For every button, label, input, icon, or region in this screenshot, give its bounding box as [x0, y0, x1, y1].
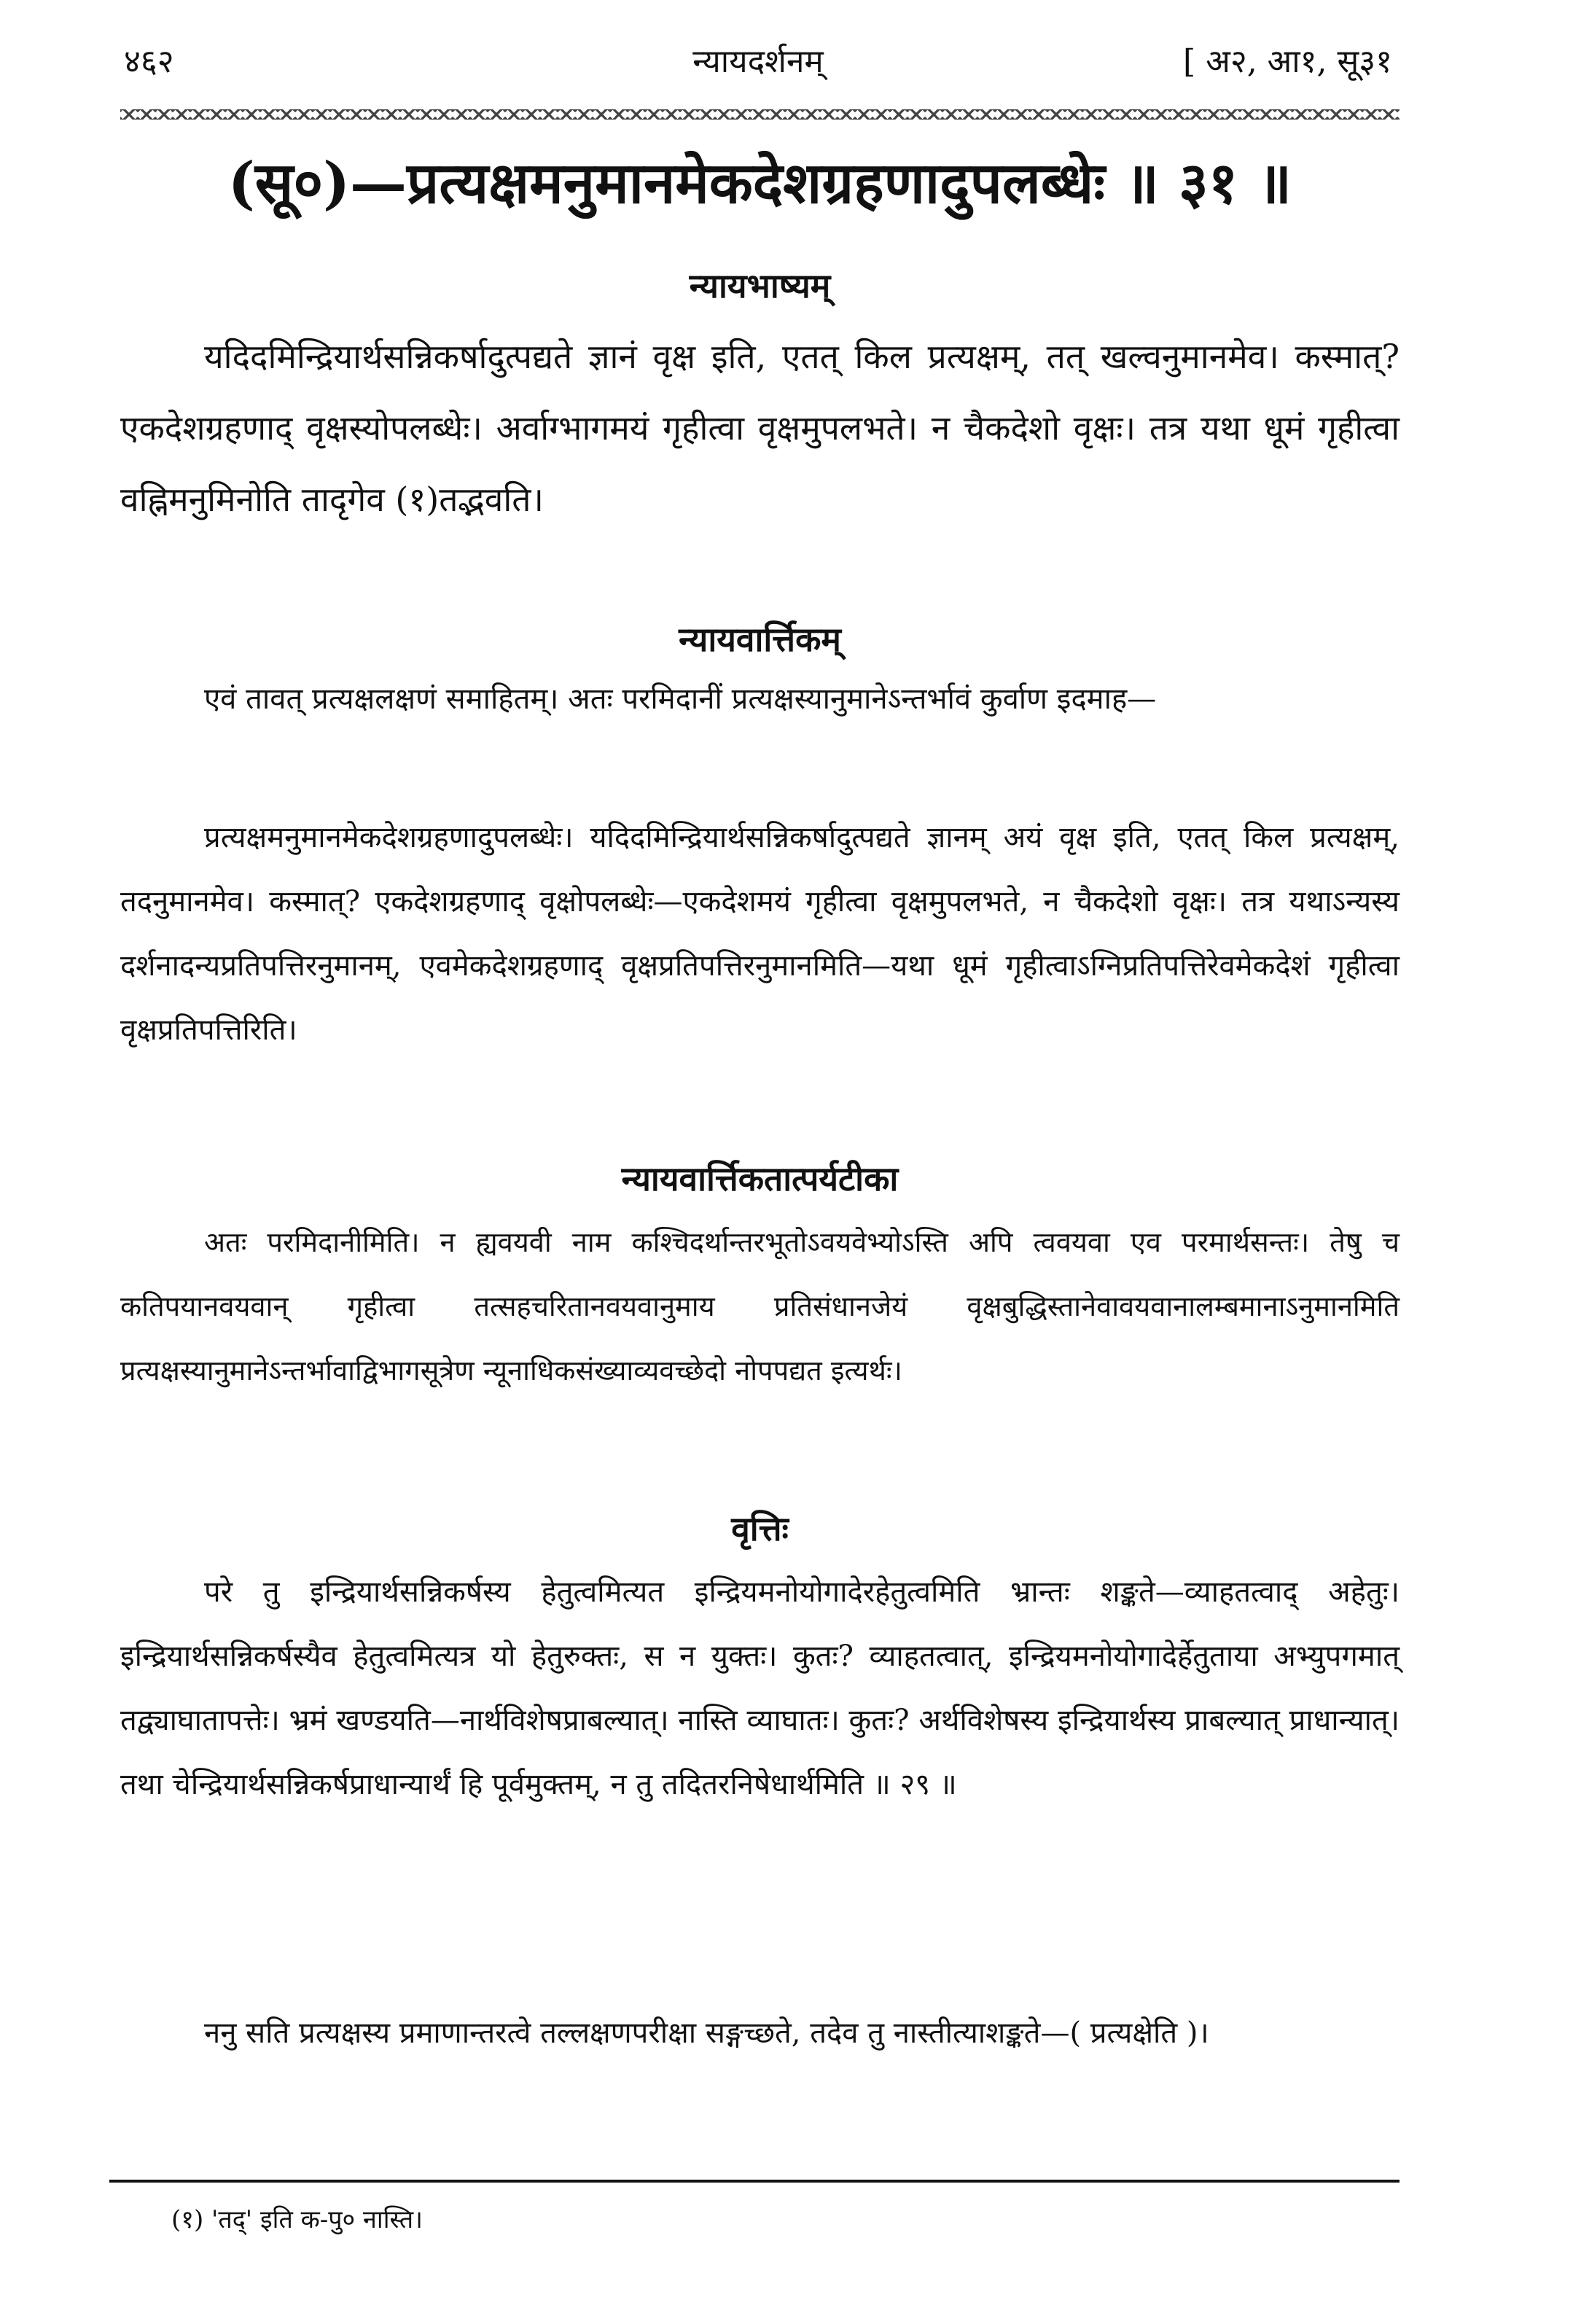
section-title-bhashya: न्यायभाष्यम्	[689, 266, 831, 305]
running-title: न्यायदर्शनम्	[692, 43, 824, 80]
footnote: (१) 'तद्' इति क-पु० नास्ति।	[171, 2205, 423, 2234]
vritti-paragraph-1: परे तु इन्द्रियार्थसन्निकर्षस्य हेतुत्वमित्यत इन्द्रियमनोयोगादेरहेतुत्वमिति भ्रान्तः शङ्कते—व्याहतत्वाद् अहेतुः। इन्द्रियार्थसन्निकर्षस्यैव हेतुत्वमित्यत्र यो हेतुरुक्तः, स न युक्तः। कुतः? व्याहतत्वात्, इन्द्रियमनोयोगादेर्हेतुताया अभ्युपगमात् तद्व्याघातापत्तेः। भ्रमं खण्डयति—नार्थविशेषप्राबल्यात्। नास्ति व्याघातः। कुतः? अर्थविशेषस्य इन्द्रियार्थस्य प्राबल्यात् प्राधान्यात्। तथा चेन्द्रियार्थसन्निकर्षप्राधान्यार्थं हि पूर्वमुक्तम्, न तु तदितरनिषेधार्थमिति ॥ २९ ॥	[120, 1575, 1400, 1801]
section-title-vritti: वृत्तिः	[731, 1509, 789, 1548]
section-title-tika: न्यायवार्त्तिकतात्पर्यटीका	[621, 1159, 899, 1198]
page-number: ४६२	[124, 43, 174, 80]
varttika-paragraph-1: एवं तावत् प्रत्यक्षलक्षणं समाहितम्। अतः परमिदानीं प्रत्यक्षस्यानुमानेऽन्तर्भावं कुर्वाण इदमाह—	[204, 682, 1157, 716]
vritti-paragraph-2: ननु सति प्रत्यक्षस्य प्रमाणान्तरत्वे तल्लक्षणपरीक्षा सङ्गच्छते, तदेव तु नास्तीत्याशङ्कते—( प्रत्यक्षेति )।	[204, 2016, 1209, 2050]
sutra-heading: (सू०)—प्रत्यक्षमनुमानमेकदेशग्रहणादुपलब्धेः ॥ ३१ ॥	[227, 150, 1292, 217]
tika-paragraph: अतः परमिदानीमिति। न ह्यवयवी नाम कश्चिदर्थान्तरभूतोऽवयवेभ्योऽस्ति अपि त्ववयवा एव परमार्थसन्तः। तेषु च कतिपयानवयवान् गृहीत्वा तत्सहचरितानवयवानुमाय प्रतिसंधानजेयं वृक्षबुद्धिस्तानेवावयवानालम्बमानाऽनुमानमिति प्रत्यक्षस्यानुमानेऽन्तर्भावाद्विभागसूत्रेण न्यूनाधिकसंख्याव्यवच्छेदो नोपपद्यत इत्यर्थः।	[120, 1226, 1400, 1387]
varttika-paragraph-2: प्रत्यक्षमनुमानमेकदेशग्रहणादुपलब्धेः। यदिदमिन्द्रियार्थसन्निकर्षादुत्पद्यते ज्ञानम् अयं वृक्ष इति, एतत् किल प्रत्यक्षम्, तदनुमानमेव। कस्मात्? एकदेशग्रहणाद् वृक्षोपलब्धेः—एकदेशमयं गृहीत्वा वृक्षमुपलभते, न चैकदेशो वृक्षः। तत्र यथाऽन्यस्य दर्शनादन्यप्रतिपत्तिरनुमानम्, एवमेकदेशग्रहणाद् वृक्षप्रतिपत्तिरनुमानमिति—यथा धूमं गृहीत्वाऽग्निप्रतिपत्तिरेवमेकदेशं गृहीत्वा वृक्षप्रतिपत्तिरिति।	[120, 821, 1400, 1047]
section-title-varttika: न्यायवार्त्तिकम्	[679, 620, 841, 659]
chapter-reference: [ अ२, आ१, सू३१	[1183, 43, 1392, 80]
footnote-rule	[109, 2180, 1400, 2183]
bhashya-paragraph: यदिदमिन्द्रियार्थसन्निकर्षादुत्पद्यते ज्ञानं वृक्ष इति, एतत् किल प्रत्यक्षम्, तत् खल्वनुमानमेव। कस्मात्? एकदेशग्रहणाद् वृक्षस्योपलब्धेः। अर्वाग्भागमयं गृहीत्वा वृक्षमुपलभते। न चैकदेशो वृक्षः। तत्र यथा धूमं गृहीत्वा वह्निमनुमिनोति तादृगेव (१)तद्भवति।	[120, 337, 1400, 519]
header-wavy-divider	[120, 109, 1400, 120]
page-header	[124, 38, 1392, 96]
